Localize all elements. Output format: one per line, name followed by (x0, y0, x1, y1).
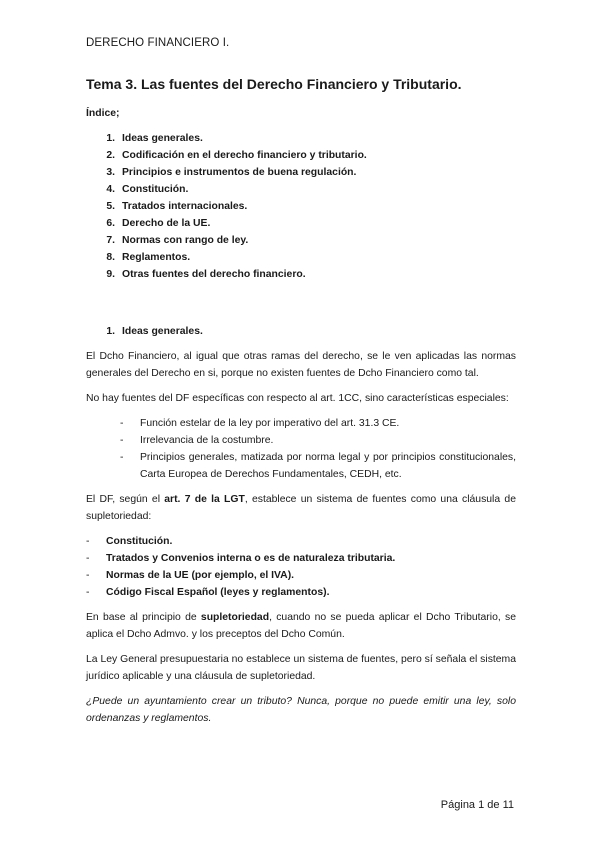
characteristics-list (86, 415, 516, 483)
index-item-label: Normas con rango de ley. (122, 235, 249, 246)
paragraph-lgt (86, 491, 516, 525)
text-run: El DF, según el (86, 494, 165, 505)
index-item (86, 215, 516, 232)
index-item (86, 130, 516, 147)
index-item-label: Codificación en el derecho financiero y tributario. (122, 150, 367, 161)
list-item-text: Código Fiscal Español (leyes y reglamentos). (106, 587, 330, 598)
index-item (86, 147, 516, 164)
list-item-text: Normas de la UE (por ejemplo, el IVA). (106, 570, 295, 581)
index-number: 5. (106, 201, 115, 212)
list-item-text: Constitución. (106, 536, 173, 547)
index-item (86, 198, 516, 215)
index-number: 8. (106, 252, 115, 263)
text-run: , cuando no se pueda aplicar el Dcho Tributario, se aplica el Dcho Admvo. y los preceptos del Dcho Común. (86, 612, 516, 640)
list-item-text: Irrelevancia de la costumbre. (140, 435, 274, 446)
index-number: 1. (106, 133, 115, 144)
section-title: Ideas generales. (122, 326, 203, 337)
paragraph-sources: No hay fuentes del DF específicas con respecto al art. 1CC, sino características especiales: (86, 393, 509, 404)
index-item-label: Principios e instrumentos de buena regulación. (122, 167, 357, 178)
dash-bullet: - (120, 418, 124, 429)
bold-text: art. 7 de la LGT (164, 494, 245, 505)
index-item-label: Otras fuentes del derecho financiero. (122, 269, 306, 280)
dash-bullet: - (120, 452, 124, 463)
dash-bullet: - (86, 587, 90, 598)
index-item (86, 266, 516, 283)
section-heading-item (86, 323, 516, 340)
index-item (86, 181, 516, 198)
list-item (86, 432, 516, 449)
index-number: 7. (106, 235, 115, 246)
index-label: Índice; (86, 108, 120, 119)
dash-bullet: - (86, 536, 90, 547)
index-item-label: Reglamentos. (122, 252, 191, 263)
list-item (86, 449, 516, 483)
dash-bullet: - (120, 435, 124, 446)
index-number: 2. (106, 150, 115, 161)
index-list (86, 130, 516, 283)
italic-text: ¿Puede un ayuntamiento crear un tributo? Nunca, porque no puede emitir una ley, solo ordenanzas y reglamentos. (86, 696, 516, 724)
list-item (86, 584, 516, 601)
bold-text: supletoriedad (200, 612, 270, 623)
running-header: DERECHO FINANCIERO I. (86, 37, 230, 49)
page-number: Página 1 de 11 (440, 799, 514, 811)
index-number: 6. (106, 218, 115, 229)
list-item-text: Principios generales, matizada por norma legal y por principios constitucionales, Carta Europea de Derechos Fundamentales, CEDH, etc. (140, 452, 516, 480)
paragraph-intro: El Dcho Financiero, al igual que otras ramas del derecho, se le ven aplicadas las normas generales del Derecho en si, porque no existen fuentes de Dcho Financiero como tal. (86, 351, 516, 379)
text-run: En base al principio de (86, 612, 201, 623)
text-run: , establece un sistema de fuentes como una cláusula de supletoriedad: (86, 494, 516, 522)
section-heading (86, 323, 516, 340)
section-number: 1. (106, 326, 115, 337)
list-item-text: Función estelar de la ley por imperativo del art. 31.3 CE. (140, 418, 400, 429)
index-item-label: Tratados internacionales. (122, 201, 248, 212)
index-item-label: Constitución. (122, 184, 189, 195)
list-item (86, 533, 516, 550)
dash-bullet: - (86, 553, 90, 564)
paragraph-question (86, 693, 516, 727)
paragraph-supletoriedad (86, 609, 516, 643)
index-number: 4. (106, 184, 115, 195)
document-heading: Tema 3. Las fuentes del Derecho Financiero y Tributario. (86, 76, 462, 92)
dash-bullet: - (86, 570, 90, 581)
index-number: 3. (106, 167, 115, 178)
document-body (86, 73, 516, 735)
index-item (86, 164, 516, 181)
list-item-text: Tratados y Convenios interna o es de naturaleza tributaria. (106, 553, 396, 564)
index-item (86, 232, 516, 249)
list-item (86, 567, 516, 584)
sources-list (86, 533, 516, 601)
list-item (86, 415, 516, 432)
list-item (86, 550, 516, 567)
index-item-label: Derecho de la UE. (122, 218, 211, 229)
index-item-label: Ideas generales. (122, 133, 203, 144)
paragraph-ley-presupuestaria: La Ley General presupuestaria no establece un sistema de fuentes, pero sí señala el sistema jurídico aplicable y una cláusula de supletoriedad. (86, 654, 516, 682)
index-number: 9. (106, 269, 115, 280)
index-item (86, 249, 516, 266)
